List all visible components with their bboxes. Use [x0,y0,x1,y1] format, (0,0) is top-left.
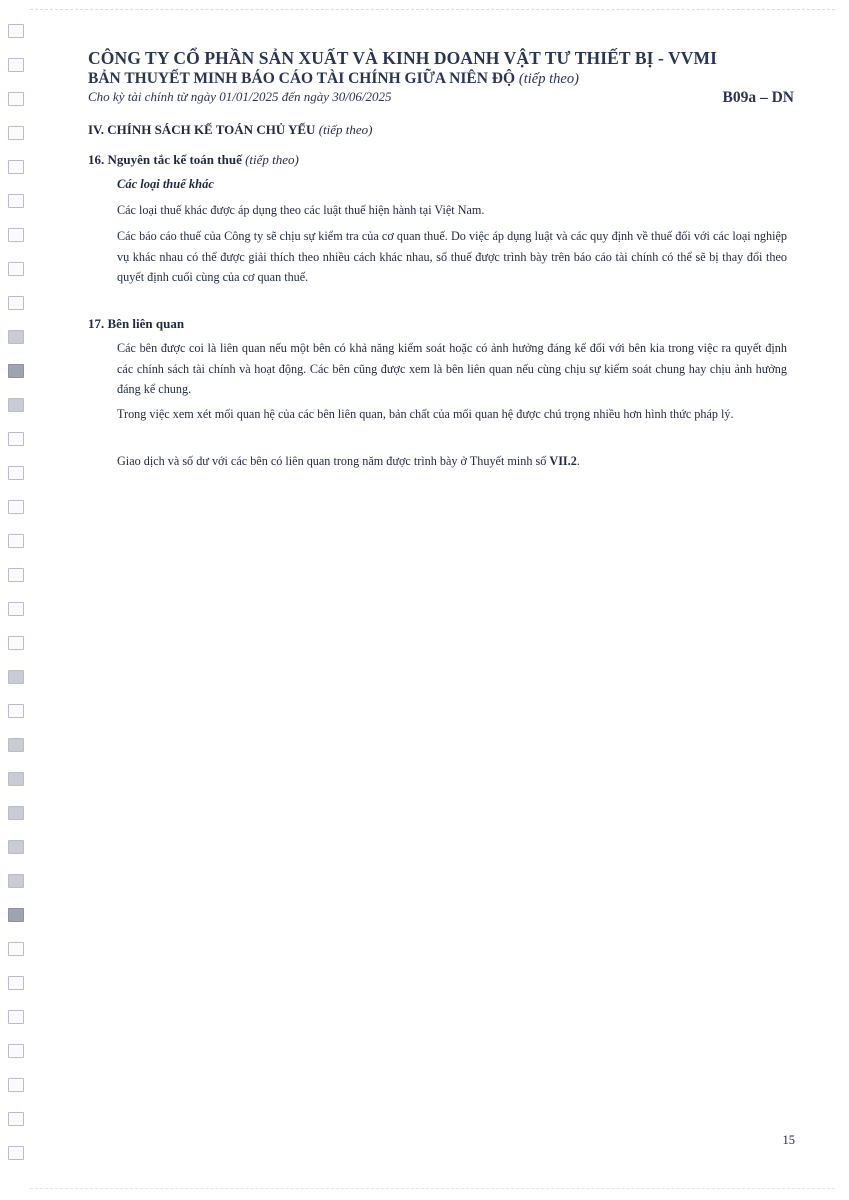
section-title-suffix: (tiếp theo) [318,122,373,137]
binder-hole-icon [8,908,24,922]
binder-hole-icon [8,160,24,174]
report-title-text: BẢN THUYẾT MINH BÁO CÁO TÀI CHÍNH GIỮA NIÊN ĐỘ [88,70,516,87]
report-title-suffix: (tiếp theo) [518,71,579,87]
item-16-heading [88,152,299,168]
item-16-paragraph-2: Các báo cáo thuế của Công ty sẽ chịu sự kiểm tra của cơ quan thuế. Do việc áp dụng luật và các quy định về thuế đối với các loại nghiệp vụ khác nhau có thể được giải thích theo nhiều cách khác nhau, số thuế được trình bày trên báo cáo tài chính có thể sẽ bị thay đổi theo quyết định cuối cùng của cơ quan thuế. [117,229,787,284]
binder-hole-icon [8,1078,24,1092]
item-16-paragraph-1: Các loại thuế khác được áp dụng theo các luật thuế hiện hành tại Việt Nam. [117,203,485,217]
binder-hole-icon [8,126,24,140]
binder-hole-icon [8,806,24,820]
item-17-paragraph-2: Trong việc xem xét mối quan hệ của các bên liên quan, bản chất của mối quan hệ được chú trọng nhiều hơn hình thức pháp lý. [117,407,734,421]
note-reference: VII.2 [549,454,577,468]
binder-hole-icon [8,636,24,650]
item-17-heading: 17. Bên liên quan [88,316,185,331]
bottom-edge-line [30,1188,835,1189]
binder-hole-icon [8,330,24,344]
binder-hole-icon [8,364,24,378]
binder-hole-icon [8,398,24,412]
binder-hole-icon [8,534,24,548]
binder-hole-icon [8,1112,24,1126]
binder-hole-icon [8,942,24,956]
binder-hole-icon [8,24,24,38]
form-code: B09a – DN [722,89,794,106]
binder-hole-icon [8,228,24,242]
item-16-title-suffix: (tiếp theo) [245,152,299,167]
binder-holes [8,24,30,1184]
binder-hole-icon [8,976,24,990]
binder-hole-icon [8,92,24,106]
binder-hole-icon [8,1044,24,1058]
item-17-paragraph-3-text: Giao dịch và số dư với các bên có liên quan trong năm được trình bày ở Thuyết minh số [117,454,550,468]
item-16-title: 16. Nguyên tắc kế toán thuế [88,152,242,167]
binder-hole-icon [8,194,24,208]
item-17-paragraph-3-end: . [576,454,580,468]
binder-hole-icon [8,568,24,582]
binder-hole-icon [8,58,24,72]
company-name: CÔNG TY CỔ PHẦN SẢN XUẤT VÀ KINH DOANH VẬT TƯ THIẾT BỊ - VVMI [88,48,718,68]
binder-hole-icon [8,772,24,786]
binder-hole-icon [8,840,24,854]
binder-hole-icon [8,500,24,514]
binder-hole-icon [8,1146,24,1160]
page-number: 15 [782,1133,795,1147]
binder-hole-icon [8,874,24,888]
item-17-paragraph-3 [117,451,787,472]
binder-hole-icon [8,602,24,616]
top-edge-line [30,9,835,10]
binder-hole-icon [8,296,24,310]
section-heading [88,122,372,138]
reporting-period: Cho kỳ tài chính từ ngày 01/01/2025 đến ngày 30/06/2025 [88,89,392,104]
binder-hole-icon [8,704,24,718]
binder-hole-icon [8,466,24,480]
item-16-subheading: Các loại thuế khác [117,177,214,191]
binder-hole-icon [8,1010,24,1024]
binder-hole-icon [8,432,24,446]
binder-hole-icon [8,262,24,276]
report-title [88,70,579,88]
section-title: IV. CHÍNH SÁCH KẾ TOÁN CHỦ YẾU [88,122,316,137]
item-17-paragraph-1: Các bên được coi là liên quan nếu một bên có khả năng kiểm soát hoặc có ảnh hưởng đáng kể đối với bên kia trong việc ra quyết định các chính sách tài chính và hoạt động. Các bên cũng được xem là bên liên quan nếu cùng chịu sự kiểm soát chung hay chịu ảnh hưởng đáng kể chung. [117,341,787,396]
binder-hole-icon [8,738,24,752]
binder-hole-icon [8,670,24,684]
